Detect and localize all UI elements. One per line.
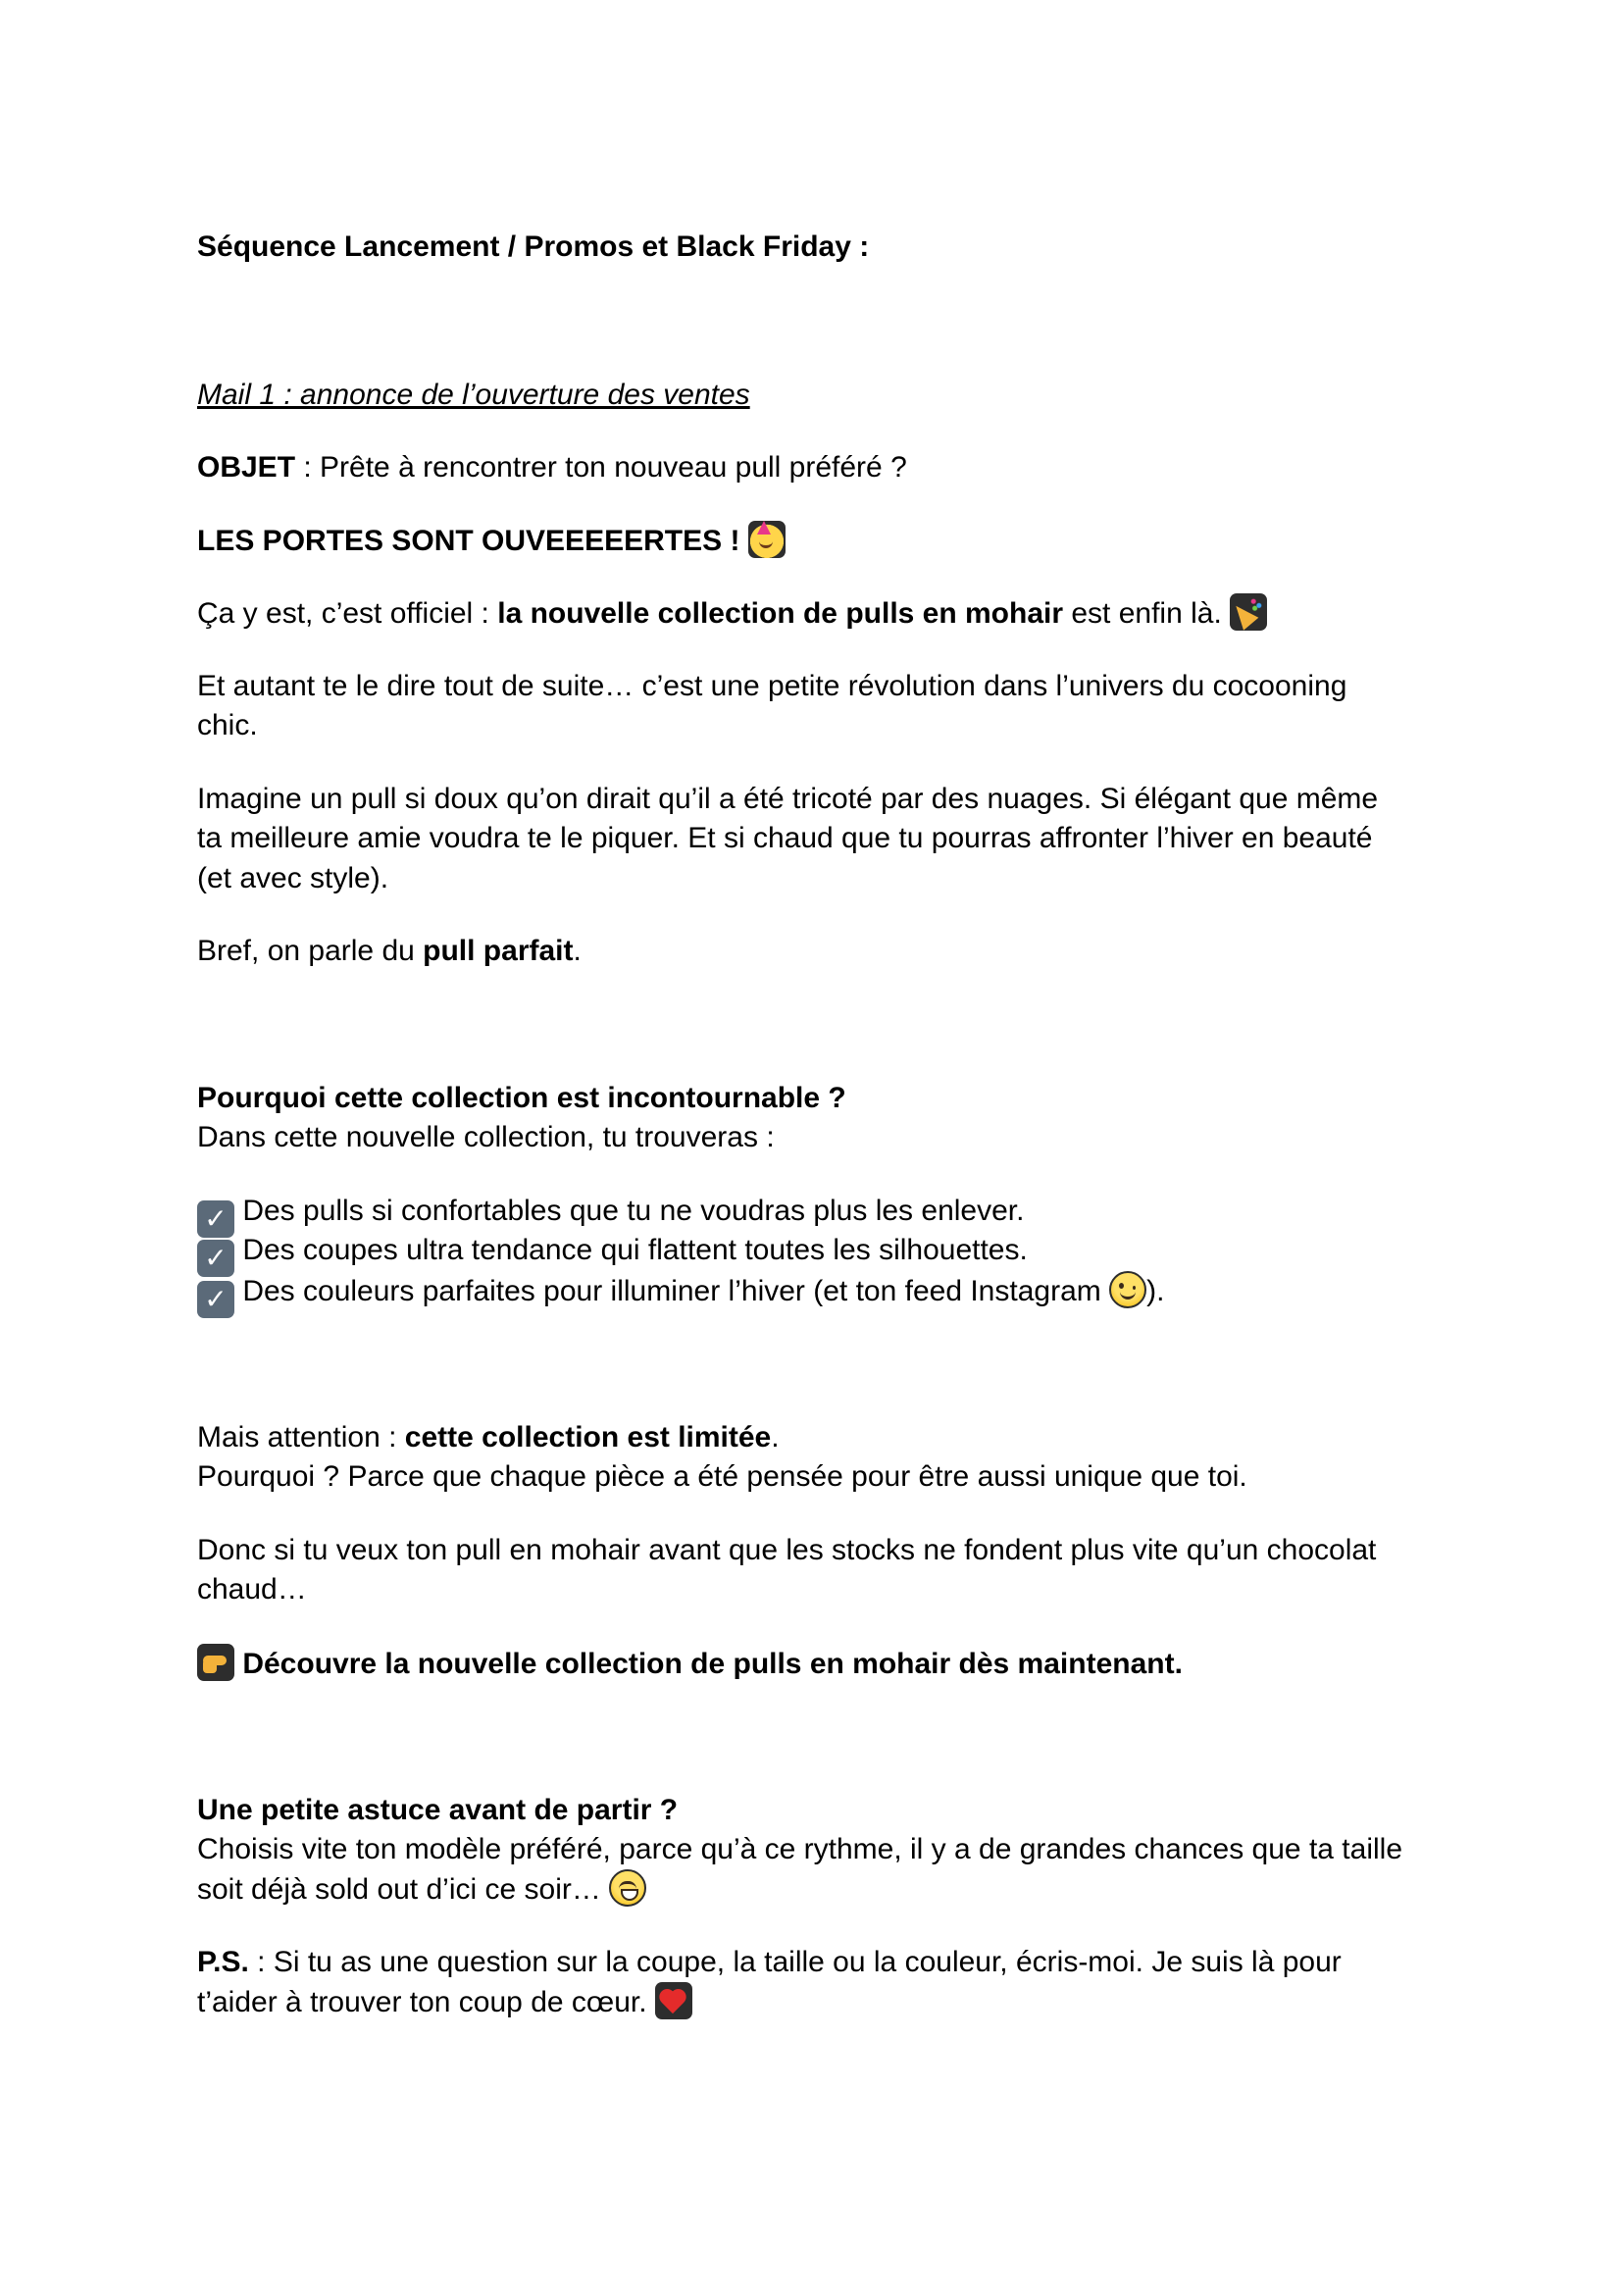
check-mark-button-icon: ✓ [197,1240,234,1277]
party-popper-icon [1230,593,1267,631]
paragraph-4 [197,932,582,971]
postscript-line-1 [197,1943,1342,1982]
checklist-item-text: Des pulls si confortables que tu ne voudras plus les enlever. [234,1195,1025,1227]
ps-line-2-text: t’aider à trouver ton coup de cœur. [197,1986,655,2018]
ps-label: P.S. [197,1946,249,1978]
section-2-line-2 [197,1869,646,1910]
winking-face-icon [1109,1271,1146,1308]
check-mark-button-icon: ✓ [197,1281,234,1318]
mail-subject [197,448,907,487]
paragraph-3-line-1: Imagine un pull si doux qu’on dirait qu’il a été tricoté par des nuages. Si élégant que même [197,783,1379,815]
p1-after: est enfin là. [1063,597,1231,630]
call-to-action[interactable] [197,1644,1183,1684]
subject-text: : Prête à rencontrer ton nouveau pull préféré ? [295,451,907,484]
p1-before: Ça y est, c’est officiel : [197,597,498,630]
section-2-title: Une petite astuce avant de partir ? [197,1794,679,1826]
headline [197,521,786,561]
red-heart-icon [655,1982,692,2019]
checklist-item [197,1231,1028,1277]
paragraph-6: Pourquoi ? Parce que chaque pièce a été pensée pour être aussi unique que toi. [197,1460,1247,1493]
ps-line-1-text: : Si tu as une question sur la coupe, la taille ou la couleur, écris-moi. Je suis là pour [248,1946,1342,1978]
grinning-sweat-icon [609,1869,646,1907]
mail-title: Mail 1 : annonce de l’ouverture des ventes [197,379,750,411]
p5-before: Mais attention : [197,1421,405,1453]
subject-label: OBJET [197,451,296,484]
p4-bold: pull parfait [423,935,574,967]
headline-text: LES PORTES SONT OUVEEEEERTES ! [197,525,748,557]
checklist-item [197,1271,1164,1318]
section-1-title: Pourquoi cette collection est incontournable ? [197,1082,846,1114]
paragraph-3-line-2: ta meilleure amie voudra te le piquer. Et si chaud que tu pourras affronter l’hiver en beauté [197,822,1373,854]
paragraph-3-line-3: (et avec style). [197,862,389,894]
check-mark-button-icon: ✓ [197,1200,234,1238]
postscript-line-2 [197,1982,692,2022]
p5-bold: cette collection est limitée [404,1421,772,1453]
section-1-intro: Dans cette nouvelle collection, tu trouveras : [197,1121,775,1153]
paragraph-2-line-1: Et autant te le dire tout de suite… c’est une petite révolution dans l’univers du cocooning [197,670,1347,702]
paragraph-7-line-2: chaud… [197,1573,307,1606]
p4-after: . [573,935,582,967]
paragraph-1 [197,593,1267,634]
checklist-item-text: Des coupes ultra tendance qui flattent toutes les silhouettes. [234,1234,1028,1266]
p4-before: Bref, on parle du [197,935,424,967]
p1-bold: la nouvelle collection de pulls en mohair [497,597,1064,630]
paragraph-5 [197,1418,780,1457]
checklist-item-end: ). [1146,1275,1165,1307]
paragraph-2-line-2: chic. [197,709,258,741]
p5-after: . [771,1421,780,1453]
cta-text: Découvre la nouvelle collection de pulls en mohair dès maintenant. [234,1648,1183,1680]
checklist-item-text: Des couleurs parfaites pour illuminer l’hiver (et ton feed Instagram [234,1275,1110,1307]
section-2-line-2-text: soit déjà sold out d’ici ce soir… [197,1873,610,1906]
paragraph-7-line-1: Donc si tu veux ton pull en mohair avant que les stocks ne fondent plus vite qu’un chocolat [197,1534,1377,1566]
section-2-line-1: Choisis vite ton modèle préféré, parce qu’à ce rythme, il y a de grandes chances que ta taille [197,1833,1403,1865]
pointing-right-icon [197,1644,234,1681]
partying-face-icon [748,521,786,558]
document-heading: Séquence Lancement / Promos et Black Friday : [197,230,870,263]
